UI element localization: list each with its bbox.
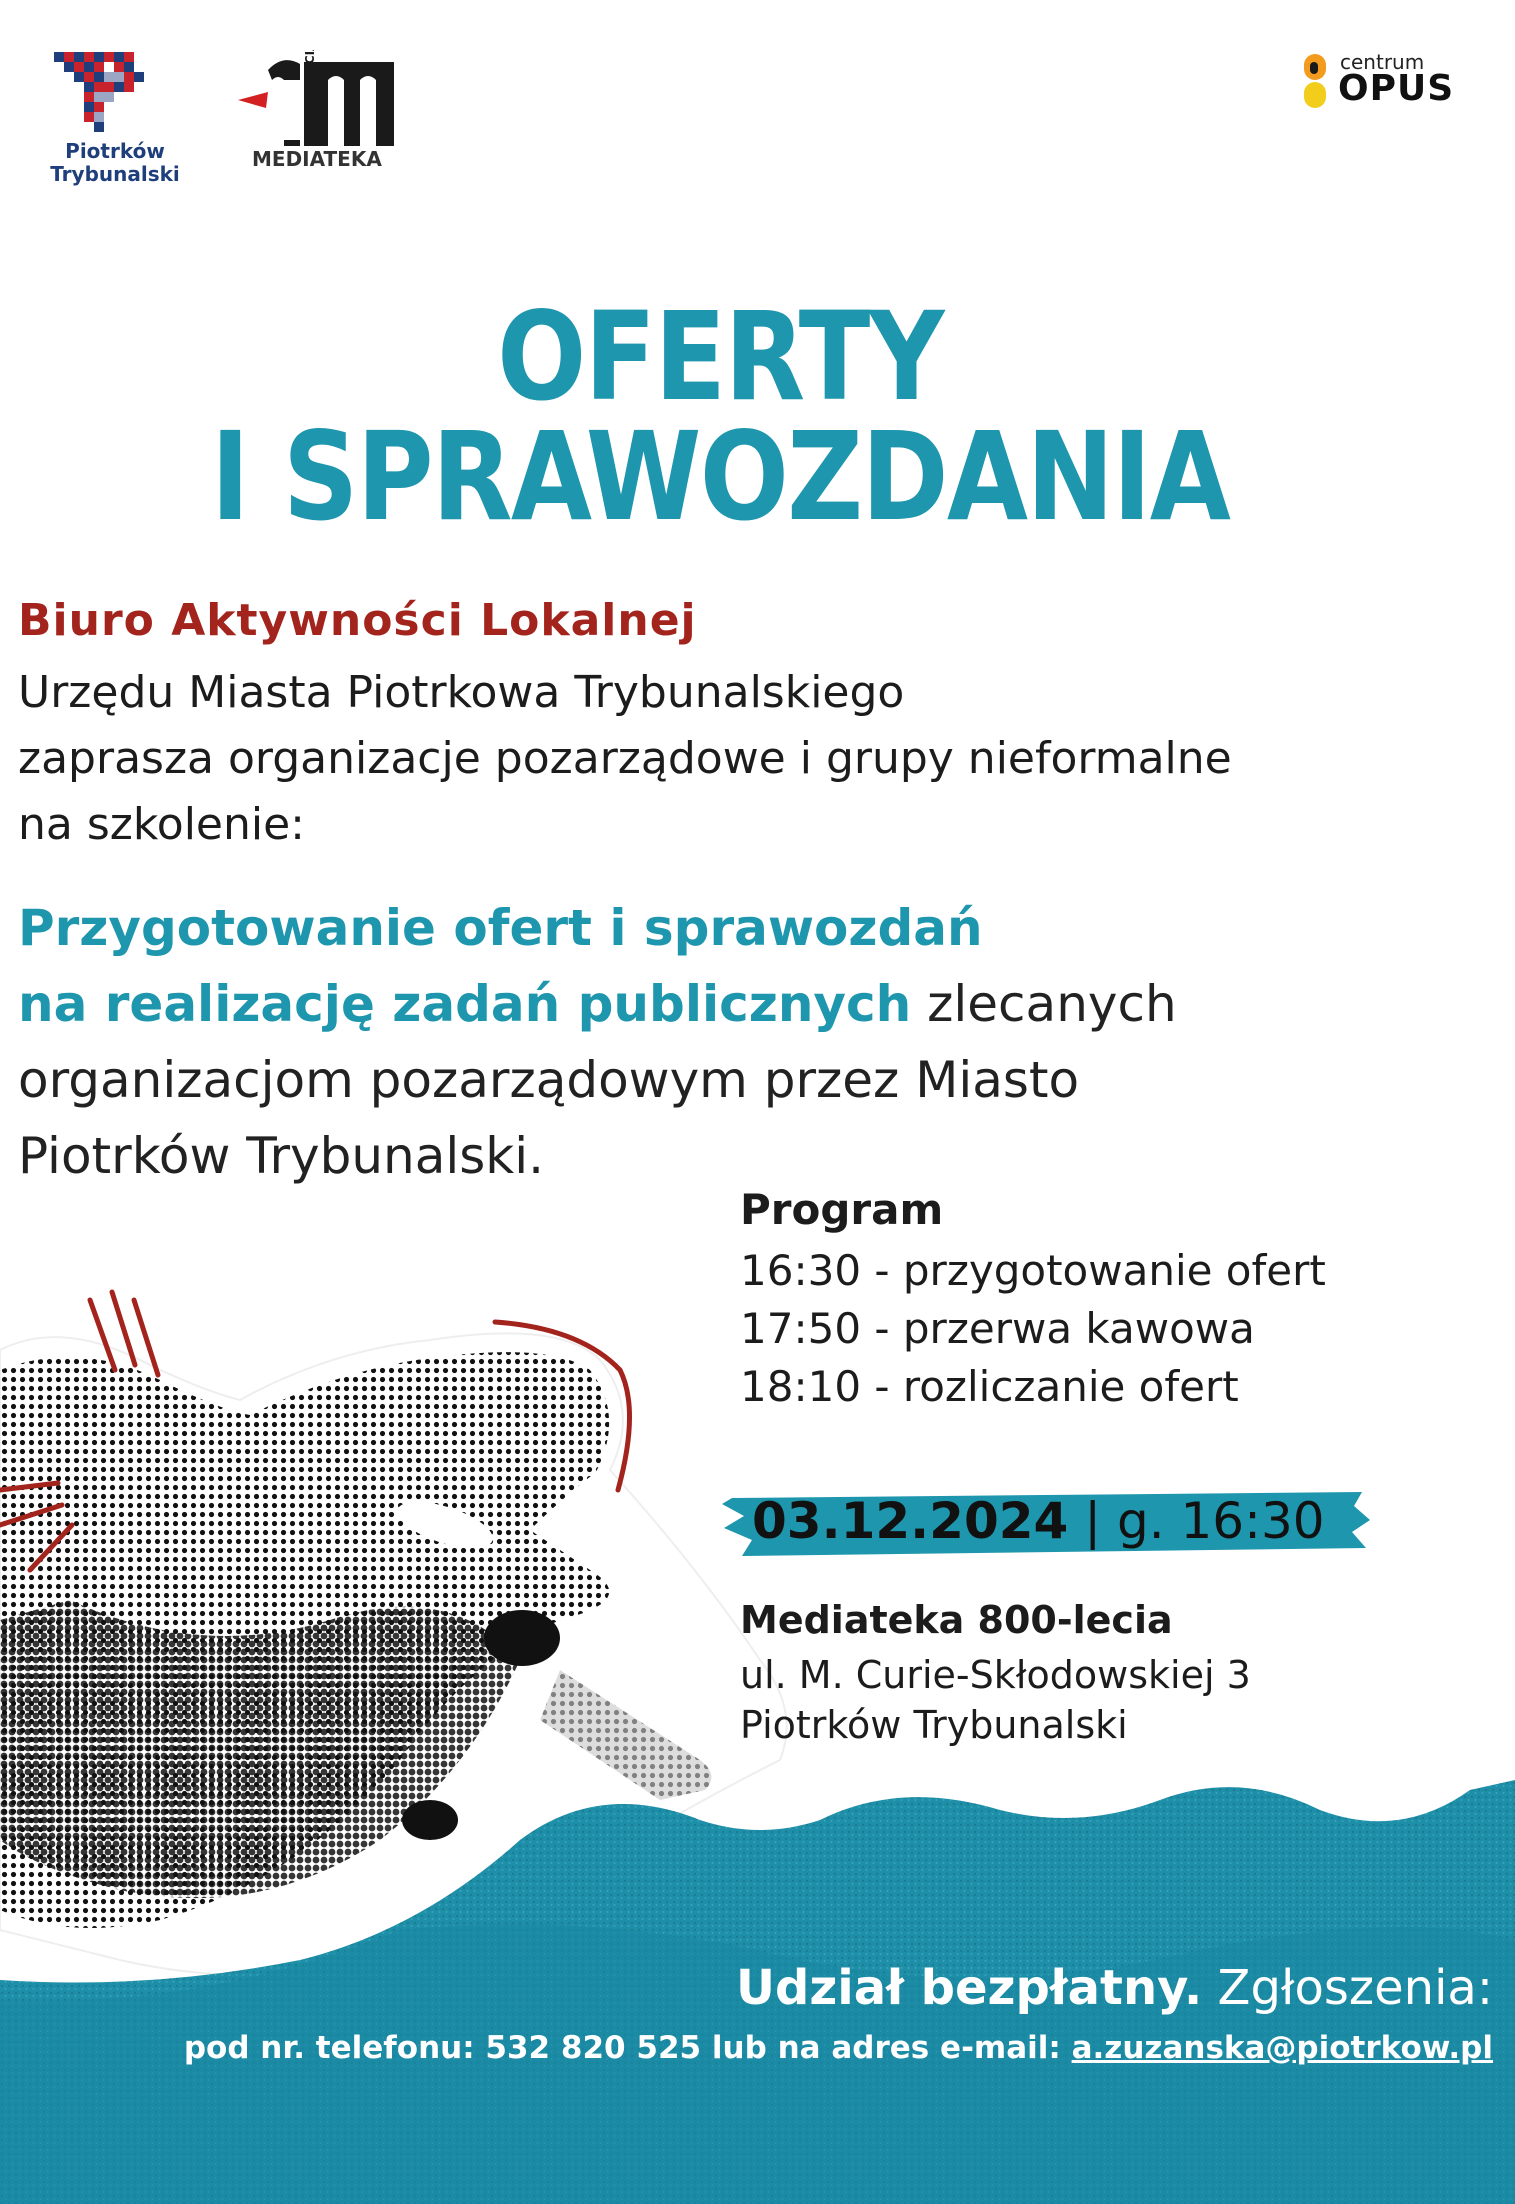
city-logo-line1: Piotrków (65, 139, 165, 163)
poster-title-line1: OFERTY (497, 286, 943, 428)
contact-phone-text: pod nr. telefonu: 532 820 525 lub na adres e-mail: (183, 2030, 1072, 2066)
city-p-mark-icon (40, 40, 190, 140)
mediateka-logo (238, 50, 398, 170)
mediateka-logo-text: MEDIATEKA (252, 147, 382, 170)
program-item: 17:50 - przerwa kawowa (740, 1304, 1255, 1353)
training-text-line4: Piotrków Trybunalski. (18, 1127, 545, 1185)
training-highlight: na realizację zadań publicznych (18, 975, 912, 1033)
venue-name: Mediateka 800-lecia (740, 1598, 1173, 1642)
contact-info (184, 2030, 1493, 2066)
opus-small-text: centrum (1340, 50, 1425, 74)
training-highlight: Przygotowanie ofert i sprawozdań (18, 899, 983, 957)
opus-mark-icon (1300, 52, 1334, 112)
intro-line: zaprasza organizacje pozarządowe i grupy nieformalne (18, 733, 1232, 784)
venue-street: ul. M. Curie-Skłodowskiej 3 (740, 1653, 1251, 1697)
venue-city: Piotrków Trybunalski (740, 1703, 1128, 1747)
intro-line: Urzędu Miasta Piotrkowa Trybunalskiego (18, 667, 905, 718)
organizer-name: Biuro Aktywności Lokalnej (18, 595, 697, 646)
poster-title-line2: I SPRAWOZDANIA (210, 406, 1230, 548)
training-text-line3: organizacjom pozarządowym przez Miasto (18, 1051, 1080, 1109)
training-title-line1 (18, 890, 983, 966)
event-time: g. 16:30 (1116, 1492, 1325, 1550)
free-participation: Udział bezpłatny. (736, 1960, 1203, 2016)
participation-info (736, 1960, 1493, 2016)
intro-line: na szkolenie: (18, 799, 305, 850)
event-datetime (752, 1492, 1325, 1550)
city-logo-line2: Trybunalski (50, 162, 180, 186)
program-item: 18:10 - rozliczanie ofert (740, 1362, 1239, 1411)
training-text: zlecanych (911, 975, 1177, 1033)
event-date: 03.12.2024 (752, 1492, 1069, 1550)
program-item: 16:30 - przygotowanie ofert (740, 1246, 1326, 1295)
opus-logo (1300, 48, 1455, 118)
training-title-line2 (18, 966, 1177, 1042)
city-logo (40, 40, 190, 190)
date-separator: | (1068, 1492, 1117, 1550)
contact-email-link[interactable]: a.zuzanska@piotrkow.pl (1071, 2030, 1493, 2066)
mediateka-building-icon (238, 50, 398, 170)
opus-big-text: OPUS (1338, 68, 1455, 109)
signup-label: Zgłoszenia: (1202, 1960, 1493, 2016)
program-heading: Program (740, 1185, 944, 1234)
mediateka-badge-text: 800-LECIA (303, 50, 317, 110)
